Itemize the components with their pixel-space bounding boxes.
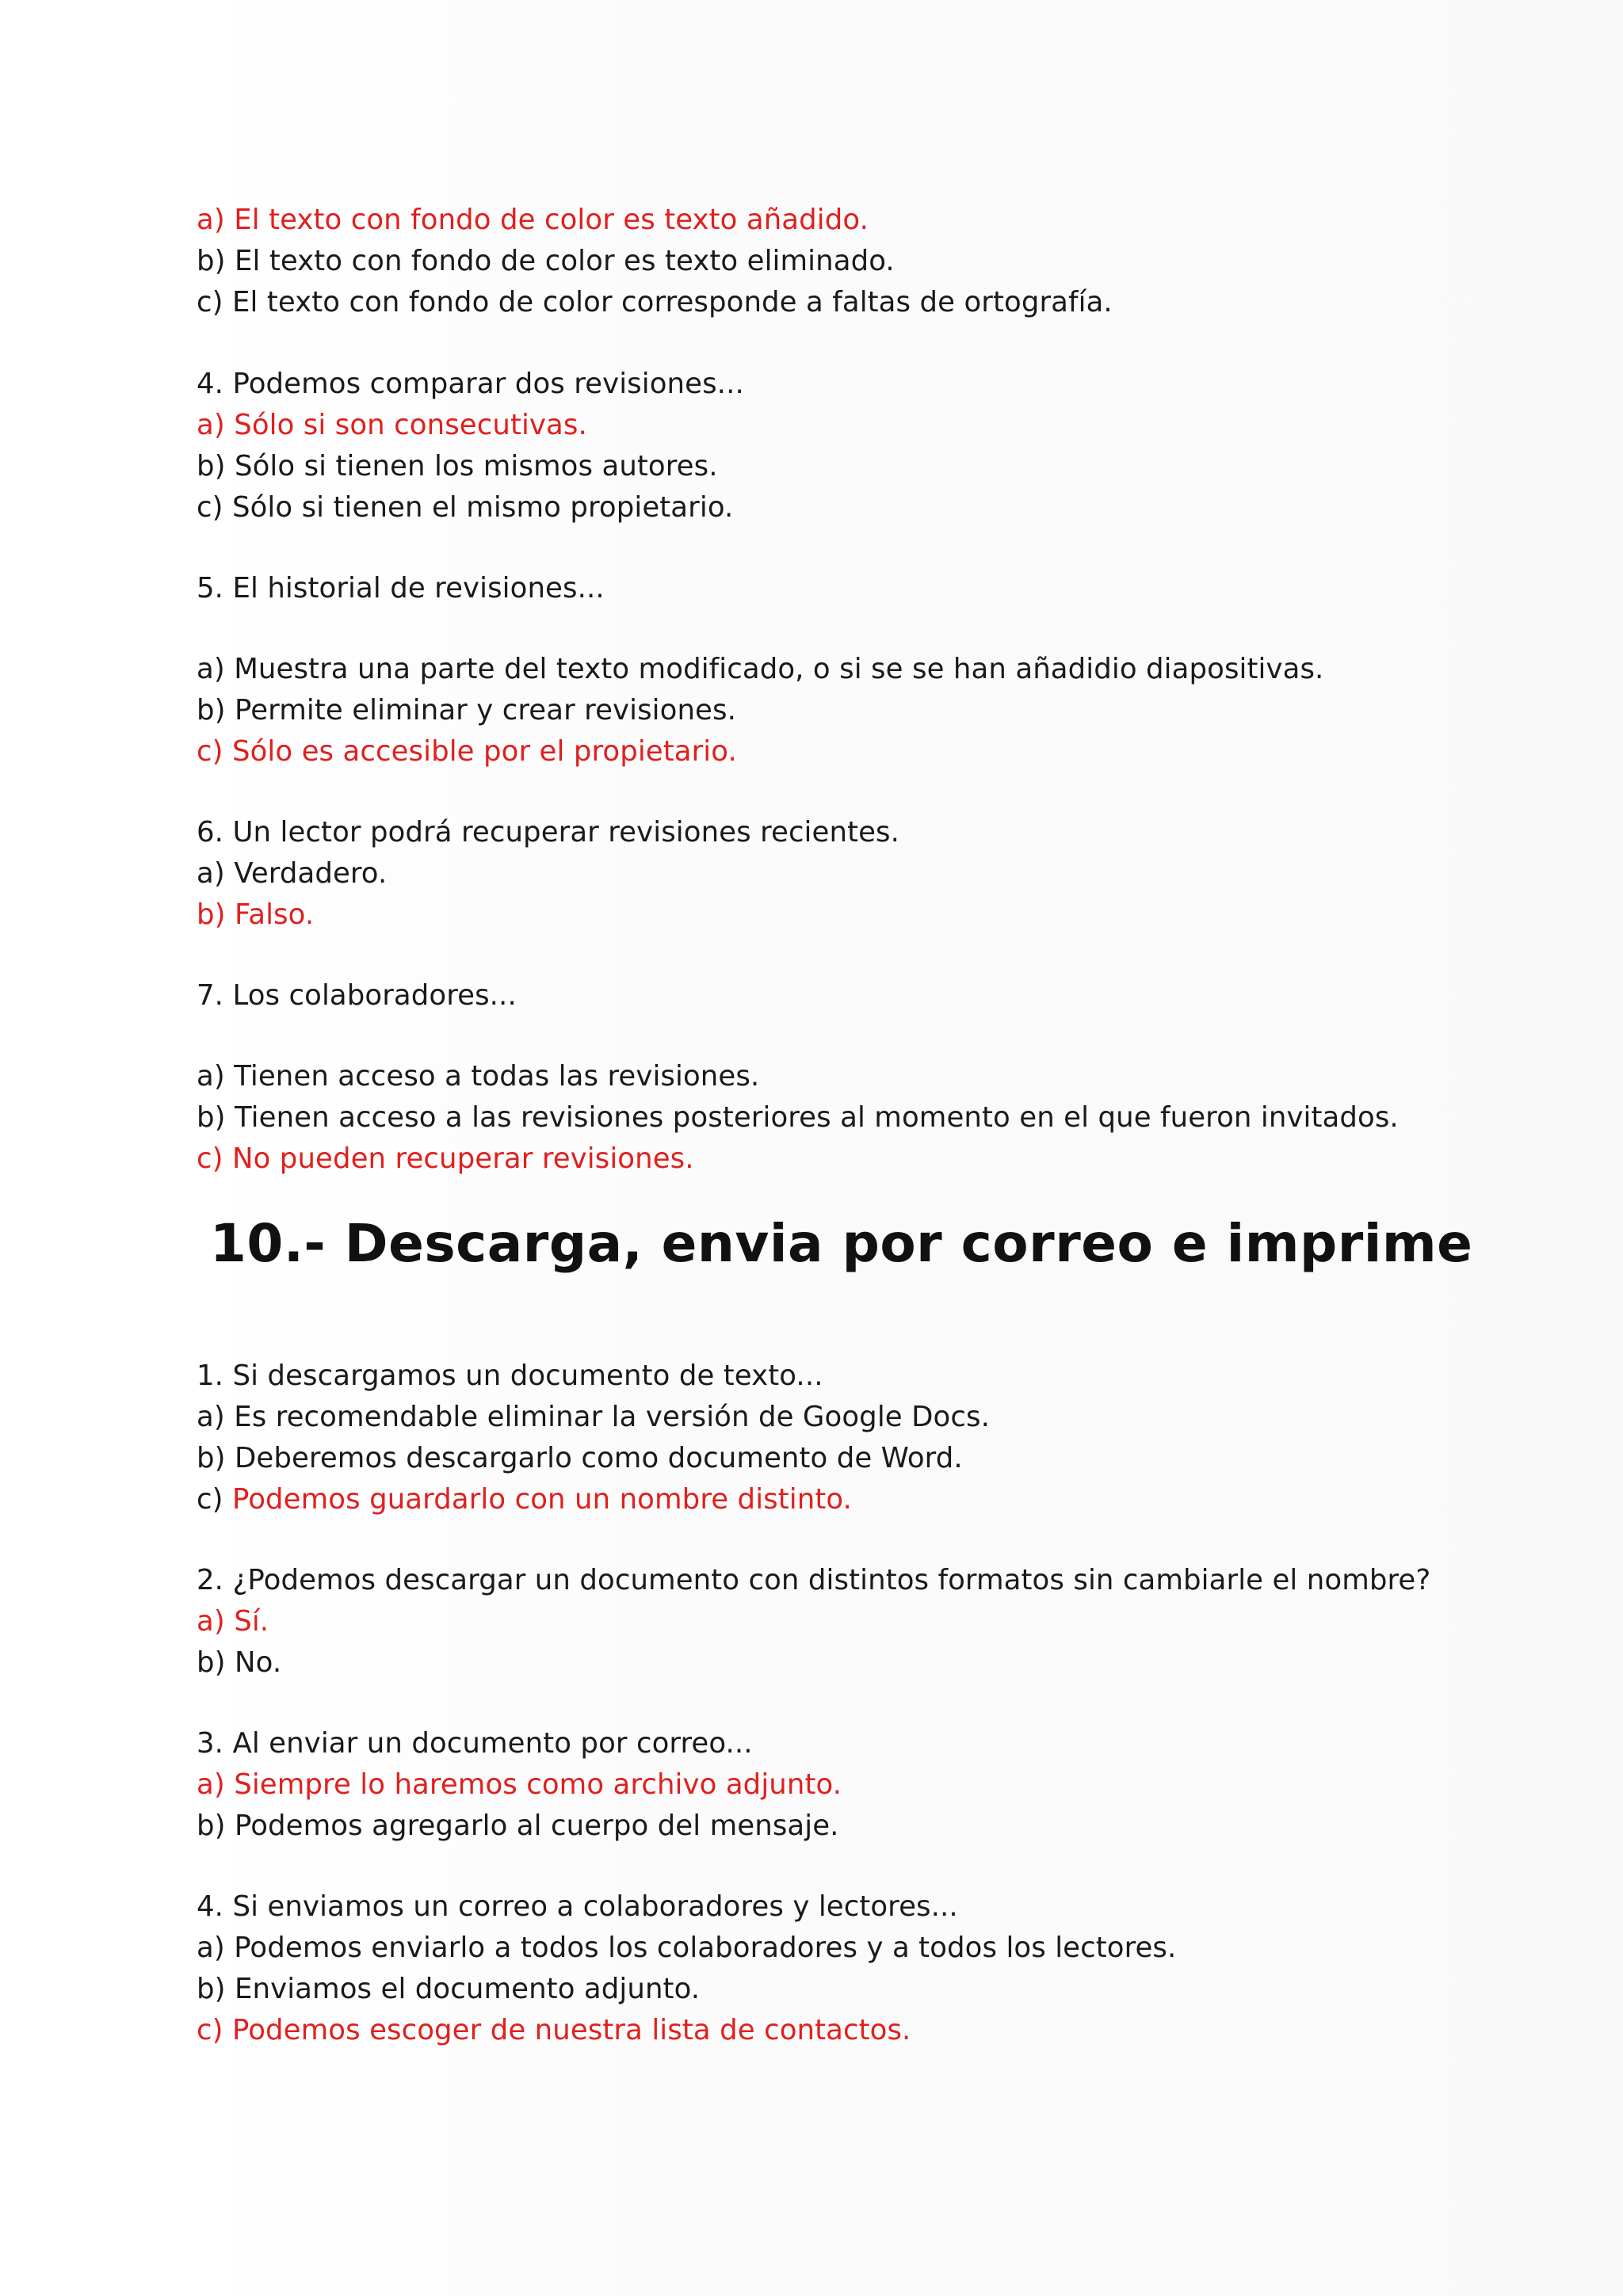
s9-q5-option-c: c) Sólo es accesible por el propietario. xyxy=(197,735,737,768)
s10-q1-option-c-prefix: c) xyxy=(197,1483,232,1516)
s9-q4-option-b: b) Sólo si tienen los mismos autores. xyxy=(197,450,718,482)
s9-q7-option-b: b) Tienen acceso a las revisiones posteriores al momento en el que fueron invitados. xyxy=(197,1101,1399,1134)
s9-q4-option-a: a) Sólo si son consecutivas. xyxy=(197,409,587,441)
s9-q3-option-b: b) El texto con fondo de color es texto eliminado. xyxy=(197,245,895,277)
s9-q6-question: 6. Un lector podrá recuperar revisiones recientes. xyxy=(197,816,900,849)
s9-q4-question: 4. Podemos comparar dos revisiones... xyxy=(197,368,744,400)
s10-q3-question: 3. Al enviar un documento por correo... xyxy=(197,1727,753,1760)
s9-q7-option-a: a) Tienen acceso a todas las revisiones. xyxy=(197,1060,760,1093)
s10-q1-question: 1. Si descargamos un documento de texto... xyxy=(197,1360,823,1392)
s10-q4-option-c: c) Podemos escoger de nuestra lista de contactos. xyxy=(197,2014,911,2046)
s10-q1-option-c-text: Podemos guardarlo con un nombre distinto. xyxy=(231,1483,852,1516)
s9-q3-option-a: a) El texto con fondo de color es texto añadido. xyxy=(197,204,869,236)
s10-q1-option-b: b) Deberemos descargarlo como documento de Word. xyxy=(197,1442,963,1474)
s9-q5-option-b: b) Permite eliminar y crear revisiones. xyxy=(197,694,736,727)
s9-q3-option-c: c) El texto con fondo de color corresponde a faltas de ortografía. xyxy=(197,286,1113,318)
s10-q3-option-a: a) Siempre lo haremos como archivo adjunto. xyxy=(197,1768,842,1801)
s9-q5-question: 5. El historial de revisiones... xyxy=(197,572,605,605)
s10-q2-question: 2. ¿Podemos descargar un documento con distintos formatos sin cambiarle el nombre? xyxy=(197,1564,1431,1596)
s10-q4-option-a: a) Podemos enviarlo a todos los colaboradores y a todos los lectores. xyxy=(197,1932,1177,1964)
s9-q4-option-c: c) Sólo si tienen el mismo propietario. xyxy=(197,491,734,524)
s10-q1-option-c xyxy=(197,1479,852,1520)
s9-q6-option-a: a) Verdadero. xyxy=(197,857,388,890)
s9-q7-question: 7. Los colaboradores... xyxy=(197,979,517,1012)
s10-q2-option-b: b) No. xyxy=(197,1646,282,1679)
s9-q7-option-c: c) No pueden recuperar revisiones. xyxy=(197,1142,694,1175)
s9-q6-option-b: b) Falso. xyxy=(197,898,315,931)
s10-q4-question: 4. Si enviamos un correo a colaboradores y lectores... xyxy=(197,1890,958,1923)
section-10-heading: 10.- Descarga, envia por correo e imprime xyxy=(210,1213,1473,1274)
s10-q4-option-b: b) Enviamos el documento adjunto. xyxy=(197,1973,701,2005)
s9-q5-option-a: a) Muestra una parte del texto modificado, o si se se han añadidio diapositivas. xyxy=(197,653,1324,685)
s10-q3-option-b: b) Podemos agregarlo al cuerpo del mensaje. xyxy=(197,1810,839,1842)
s10-q2-option-a: a) Sí. xyxy=(197,1605,269,1638)
s10-q1-option-a: a) Es recomendable eliminar la versión de Google Docs. xyxy=(197,1401,990,1433)
